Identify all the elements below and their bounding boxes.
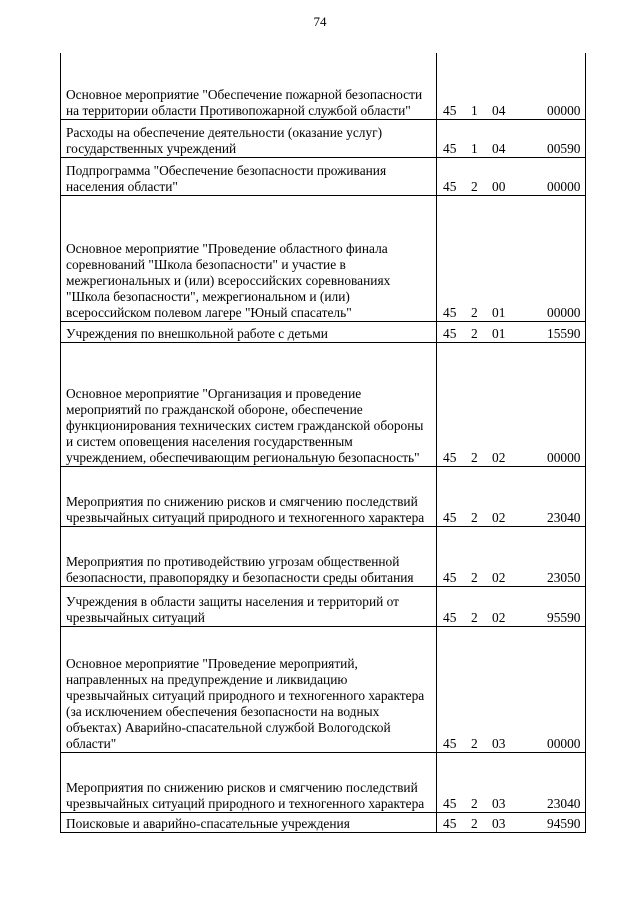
code-c2: 2 xyxy=(471,795,478,811)
row-description: Основное мероприятие "Организация и проведение мероприятий по гражданской обороне, обеспечение функционирования технических систем гражданской обороны и систем оповещения населения государственным учреждением, обеспечивающим региональную безопасность" xyxy=(61,342,437,466)
table-row xyxy=(61,586,586,626)
code-c3: 03 xyxy=(492,815,506,831)
table-row xyxy=(61,812,586,832)
code-c2: 2 xyxy=(471,325,478,341)
code-c2: 2 xyxy=(471,178,478,194)
code-c3: 02 xyxy=(492,449,506,465)
row-description: Основное мероприятие "Проведение мероприятий, направленных на предупреждение и ликвидацию чрезвычайных ситуаций природного и техногенного характера (за исключением обеспечения безопасности на водных объектах) Аварийно-спасательной службой Вологодской области" xyxy=(61,626,437,752)
code-c1: 45 xyxy=(443,815,457,831)
row-description: Учреждения в области защиты населения и территорий от чрезвычайных ситуаций xyxy=(61,586,437,626)
code-c3: 02 xyxy=(492,609,506,625)
code-c4: 00000 xyxy=(547,102,581,118)
code-c4: 23040 xyxy=(547,509,581,525)
row-codes xyxy=(437,342,586,466)
row-codes xyxy=(437,586,586,626)
code-c2: 1 xyxy=(471,140,478,156)
code-c3: 01 xyxy=(492,325,506,341)
table-row xyxy=(61,321,586,342)
row-codes xyxy=(437,195,586,321)
code-c1: 45 xyxy=(443,509,457,525)
table-row xyxy=(61,466,586,526)
code-c4: 23050 xyxy=(547,569,581,585)
row-description: Поисковые и аварийно-спасательные учреждения xyxy=(61,812,437,832)
code-c1: 45 xyxy=(443,569,457,585)
code-c3: 02 xyxy=(492,569,506,585)
code-c3: 03 xyxy=(492,735,506,751)
code-c2: 2 xyxy=(471,449,478,465)
code-c1: 45 xyxy=(443,449,457,465)
table-row xyxy=(61,526,586,586)
row-codes xyxy=(437,526,586,586)
page-number: 74 xyxy=(313,14,327,29)
row-codes xyxy=(437,157,586,195)
code-c4: 00590 xyxy=(547,140,581,156)
code-c4: 95590 xyxy=(547,609,581,625)
row-description: Подпрограмма "Обеспечение безопасности проживания населения области" xyxy=(61,157,437,195)
row-codes xyxy=(437,53,586,119)
row-description: Мероприятия по противодействию угрозам общественной безопасности, правопорядку и безопасности среды обитания xyxy=(61,526,437,586)
row-codes xyxy=(437,752,586,812)
code-c1: 45 xyxy=(443,609,457,625)
code-c2: 2 xyxy=(471,509,478,525)
code-c1: 45 xyxy=(443,304,457,320)
code-c4: 00000 xyxy=(547,304,581,320)
table-row xyxy=(61,626,586,752)
code-c3: 04 xyxy=(492,140,506,156)
code-c3: 04 xyxy=(492,102,506,118)
code-c1: 45 xyxy=(443,735,457,751)
row-codes xyxy=(437,466,586,526)
code-c4: 23040 xyxy=(547,795,581,811)
code-c4: 00000 xyxy=(547,735,581,751)
code-c4: 00000 xyxy=(547,178,581,194)
code-c2: 2 xyxy=(471,304,478,320)
row-description: Основное мероприятие "Проведение областного финала соревнований "Школа безопасности" и участие в межрегиональных и (или) всероссийских соревнованиях "Школа безопасности", межрегиональном и (или) всероссийском полевом лагере "Юный спасатель" xyxy=(61,195,437,321)
code-c4: 00000 xyxy=(547,449,581,465)
code-c3: 01 xyxy=(492,304,506,320)
table-row xyxy=(61,752,586,812)
code-c2: 1 xyxy=(471,102,478,118)
code-c3: 02 xyxy=(492,509,506,525)
code-c3: 00 xyxy=(492,178,506,194)
code-c1: 45 xyxy=(443,178,457,194)
code-c2: 2 xyxy=(471,735,478,751)
code-c4: 15590 xyxy=(547,325,581,341)
code-c1: 45 xyxy=(443,140,457,156)
table-row xyxy=(61,195,586,321)
code-c1: 45 xyxy=(443,795,457,811)
code-c2: 2 xyxy=(471,569,478,585)
row-description: Мероприятия по снижению рисков и смягчению последствий чрезвычайных ситуаций природного и техногенного характера xyxy=(61,752,437,812)
code-c4: 94590 xyxy=(547,815,581,831)
code-c2: 2 xyxy=(471,609,478,625)
table-row xyxy=(61,53,586,119)
row-description: Расходы на обеспечение деятельности (оказание услуг) государственных учреждений xyxy=(61,119,437,157)
table-row xyxy=(61,119,586,157)
row-codes xyxy=(437,321,586,342)
code-c1: 45 xyxy=(443,102,457,118)
row-codes xyxy=(437,119,586,157)
code-c2: 2 xyxy=(471,815,478,831)
table-row xyxy=(61,342,586,466)
row-codes xyxy=(437,626,586,752)
budget-table xyxy=(60,53,586,833)
code-c3: 03 xyxy=(492,795,506,811)
row-description: Основное мероприятие "Обеспечение пожарной безопасности на территории области Противопожарной службой области" xyxy=(61,53,437,119)
row-description: Учреждения по внешкольной работе с детьми xyxy=(61,321,437,342)
code-c1: 45 xyxy=(443,325,457,341)
row-description: Мероприятия по снижению рисков и смягчению последствий чрезвычайных ситуаций природного и техногенного характера xyxy=(61,466,437,526)
row-codes xyxy=(437,812,586,832)
table-row xyxy=(61,157,586,195)
